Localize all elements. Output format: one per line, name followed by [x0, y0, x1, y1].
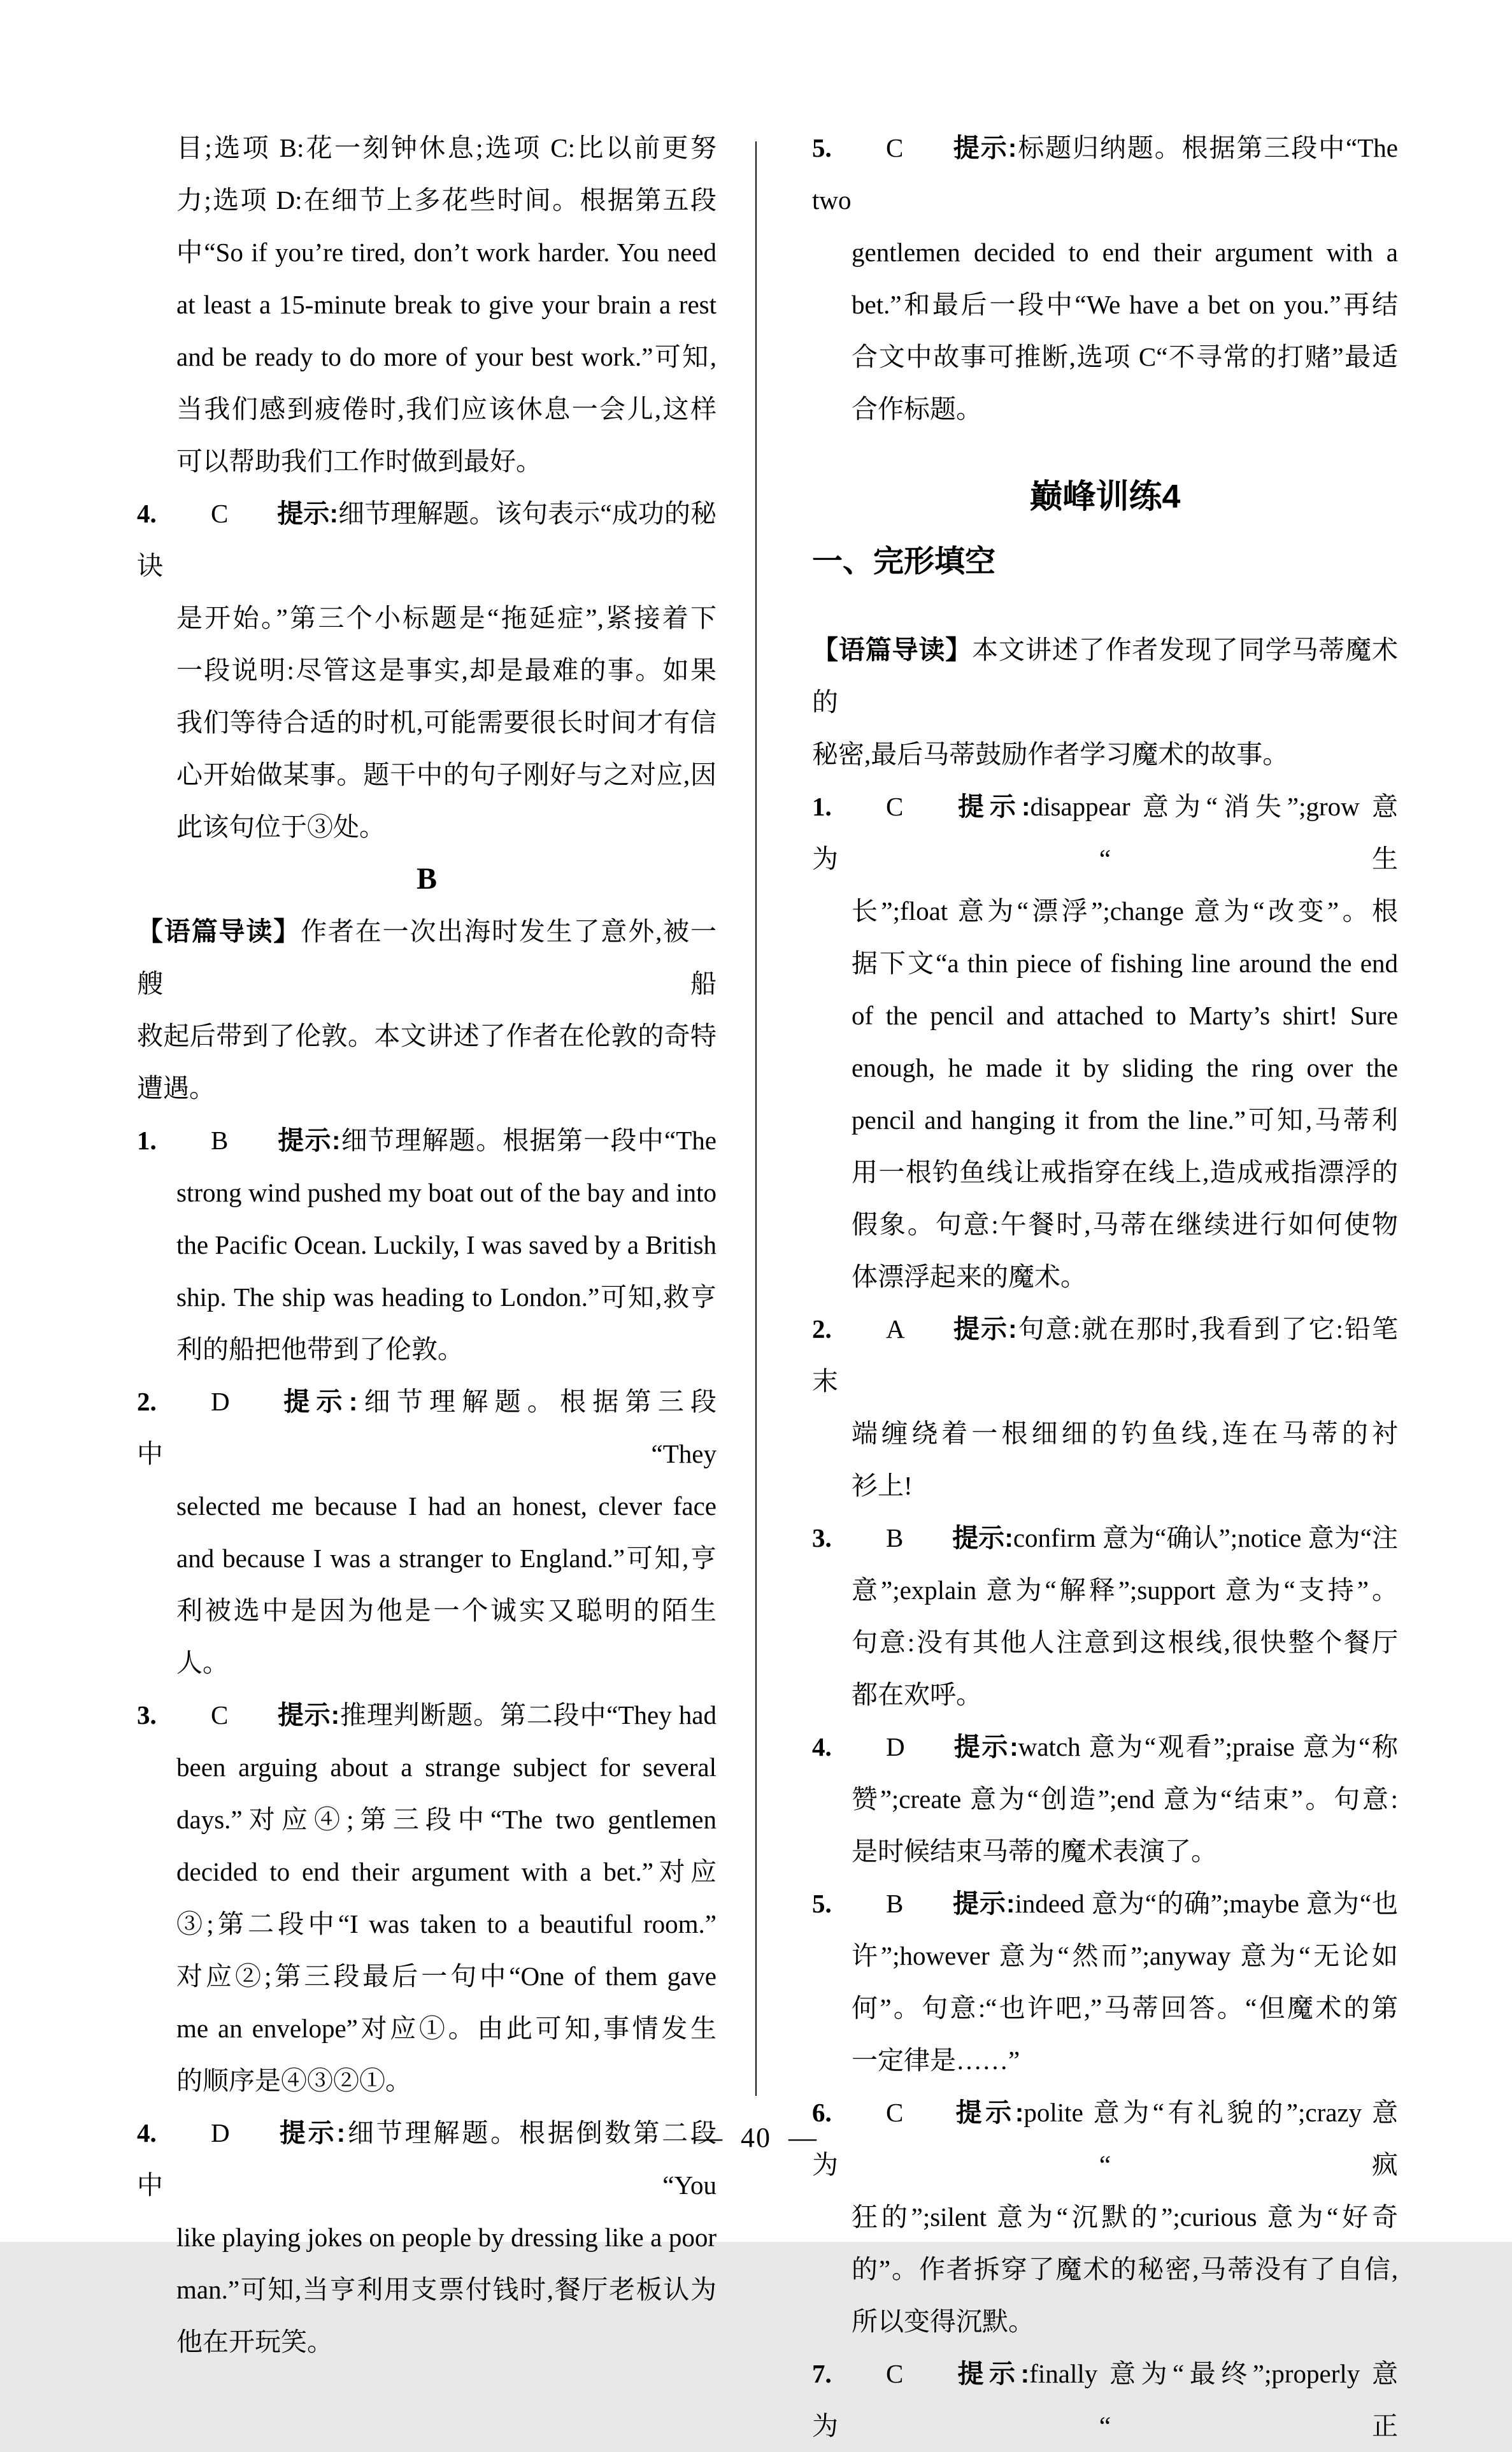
text-line: 【语篇导读】本文讲述了作者发现了同学马蒂魔术的 [812, 635, 1399, 717]
guide-label: 【语篇导读】 [812, 635, 973, 664]
text-line: 利的船把他带到了伦敦。 [176, 1335, 464, 1364]
text-line: 1. C 提示:disappear 意为“消失”;grow 意为“生 [812, 780, 1398, 885]
text-line: 衫上! [852, 1471, 913, 1500]
item-number: 1. [812, 792, 832, 821]
hint-label: 提示: [277, 1126, 341, 1155]
text-line: 救起后带到了伦敦。本文讲述了作者在伦敦的奇特 [137, 1021, 717, 1050]
item-number: 7. [812, 2359, 832, 2388]
text-line: 2. D 提示:细节理解题。根据第三段中“They [137, 1375, 717, 1480]
answer-letter: D [886, 1732, 905, 1761]
text-line: been arguing about a strange subject for several [176, 1753, 717, 1782]
training-title: 巅峰训练4 [1029, 478, 1181, 515]
text-line: 合作标题。 [852, 394, 982, 424]
text-line: 秘密,最后马蒂鼓励作者学习魔术的故事。 [812, 740, 1289, 769]
item-number: 2. [137, 1387, 157, 1416]
item-number: 4. [137, 2118, 157, 2147]
answer-letter: C [886, 792, 904, 821]
hint-label: 提示: [952, 1732, 1018, 1761]
item-number: 1. [137, 1126, 157, 1155]
text-line: enough, he made it by sliding the ring over the [852, 1053, 1398, 1082]
item-number: 2. [812, 1314, 832, 1344]
text-line: 他在开玩笑。 [176, 2327, 333, 2356]
text-line: bet.”和最后一段中“We have a bet on you.”再结 [852, 290, 1398, 319]
answer-item [137, 1689, 717, 2107]
text-line: 赞”;create 意为“创造”;end 意为“结束”。句意: [852, 1784, 1398, 1814]
text-line: 体漂浮起来的魔术。 [852, 1262, 1087, 1291]
text-line: 意”;explain 意为“解释”;support 意为“支持”。 [852, 1575, 1398, 1605]
text-line: of the pencil and attached to Marty’s shirt! Sure [852, 1001, 1398, 1030]
answer-item [812, 2348, 1398, 2452]
text-line: 1. B 提示:细节理解题。根据第一段中“The [137, 1114, 717, 1166]
text-line: 6. C 提示:polite 意为“有礼貌的”;crazy 意为“疯 [812, 2086, 1398, 2191]
hint-label: 提示: [277, 1387, 358, 1416]
text-line: me an envelope”对应①。由此可知,事情发生 [176, 2014, 717, 2043]
column-right [812, 122, 1398, 2452]
item-number: 5. [812, 133, 832, 162]
text-line: and be ready to do more of your best work.”可知, [176, 342, 717, 371]
hint-label: 提示: [952, 1314, 1017, 1344]
text-line: strong wind pushed my boat out of the bay and into [176, 1178, 717, 1207]
text-line: the Pacific Ocean. Luckily, I was saved by a British [176, 1230, 717, 1259]
text-line: 许”;however 意为“然而”;anyway 意为“无论如 [852, 1941, 1398, 1970]
text-line: ship. The ship was heading to London.”可知,救亨 [176, 1282, 717, 1312]
text-line: 当我们感到疲倦时,我们应该休息一会儿,这样 [176, 394, 717, 424]
text-line: like playing jokes on people by dressing like a poor [176, 2223, 717, 2252]
hint-label: 提示: [277, 2118, 346, 2147]
text-line: 利被选中是因为他是一个诚实又聪明的陌生人。 [176, 1596, 717, 1677]
text-line: 合文中故事可推断,选项 C“不寻常的打赌”最适 [852, 342, 1398, 371]
text-line: 4. D 提示:细节理解题。根据倒数第二段中“You [137, 2107, 717, 2211]
answer-item [812, 1877, 1398, 2086]
text-line: 端缠绕着一根细细的钓鱼线,连在马蒂的衬 [852, 1419, 1398, 1448]
text-line: 假象。句意:午餐时,马蒂在继续进行如何使物 [852, 1210, 1398, 1239]
text-line: 狂的”;silent 意为“沉默的”;curious 意为“好奇 [852, 2202, 1398, 2232]
answer-letter: C [211, 1700, 229, 1730]
text-line: 此该句位于③处。 [176, 812, 385, 842]
text-line: 4. D 提示:watch 意为“观看”;praise 意为“称 [812, 1721, 1398, 1773]
text-line: 长”;float 意为“漂浮”;change 意为“改变”。根 [852, 896, 1398, 926]
section-heading: 一、完形填空 [812, 545, 996, 578]
answer-letter: B [886, 1889, 904, 1918]
text-line: at least a 15-minute break to give your brain a rest [176, 290, 717, 319]
text-line: 我们等待合适的时机,可能需要很长时间才有信 [176, 708, 717, 737]
hint-label: 提示: [277, 499, 339, 528]
item-number: 3. [137, 1700, 157, 1730]
answer-letter: D [211, 1387, 230, 1416]
text-line: 用一根钓鱼线让戒指穿在线上,造成戒指漂浮的 [852, 1158, 1398, 1187]
section-letter-heading: B [416, 862, 437, 896]
text-line: days.”对应④;第三段中“The two gentlemen [176, 1805, 717, 1834]
text-line: 可以帮助我们工作时做到最好。 [176, 447, 542, 476]
text-line: 是时候结束马蒂的魔术表演了。 [852, 1837, 1217, 1866]
text-line: man.”可知,当亨利用支票付钱时,餐厅老板认为 [176, 2275, 717, 2304]
text-line: 5. B 提示:indeed 意为“的确”;maybe 意为“也 [812, 1877, 1398, 1930]
text-line: 2. A 提示:句意:就在那时,我看到了它:铅笔末 [812, 1303, 1398, 1407]
guide-label: 【语篇导读】 [137, 917, 301, 946]
answer-letter: C [886, 133, 904, 162]
answer-item [137, 1375, 717, 1689]
text-line: 一段说明:尽管这是事实,却是最难的事。如果 [176, 656, 717, 685]
text-line: 据下文“a thin piece of fishing line around the end [852, 949, 1398, 978]
item-number: 6. [812, 2098, 832, 2127]
text-line: 遭遇。 [137, 1073, 215, 1103]
text-line: gentlemen decided to end their argument with a [852, 238, 1398, 267]
answer-letter: D [211, 2118, 230, 2147]
text-line: 对应②;第三段最后一句中“One of them gave [176, 1961, 717, 1991]
text-line: and because I was a stranger to England.”可知,亨 [176, 1544, 717, 1573]
text-line: ③;第二段中“I was taken to a beautiful room.” [176, 1909, 717, 1939]
text-line: 都在欢呼。 [852, 1680, 982, 1709]
answer-letter: B [211, 1126, 229, 1155]
answer-item [812, 780, 1398, 1303]
text-line: 何”。句意:“也许吧,”马蒂回答。“但魔术的第 [852, 1993, 1398, 2023]
column-divider [755, 141, 757, 2096]
passage-guide [137, 905, 717, 1114]
text-line: 5. C 提示:标题归纳题。根据第三段中“The two [812, 122, 1398, 226]
answer-item [137, 1114, 717, 1375]
item-number: 3. [812, 1523, 832, 1552]
text-line: 3. B 提示:confirm 意为“确认”;notice 意为“注 [812, 1512, 1398, 1564]
hint-label: 提示: [952, 2359, 1030, 2388]
passage-guide [812, 624, 1398, 780]
text-line: 3. C 提示:推理判断题。第二段中“They had [137, 1689, 717, 1741]
page-number: — 40 — [694, 2122, 818, 2153]
answer-letter: C [211, 499, 229, 528]
text-line: pencil and hanging it from the line.”可知,马蒂利 [852, 1105, 1398, 1135]
item-number: 4. [812, 1732, 832, 1761]
text-line: 7. C 提示:finally 意为“最终”;properly 意为“正 [812, 2348, 1398, 2452]
text-line: 目;选项 B:花一刻钟休息;选项 C:比以前更努 [176, 133, 717, 162]
text-line: selected me because I had an honest, clever face [176, 1491, 717, 1521]
text-line: 4. C 提示:细节理解题。该句表示“成功的秘诀 [137, 487, 717, 592]
text-line: 力;选项 D:在细节上多花些时间。根据第五段 [176, 185, 717, 215]
answer-letter: A [886, 1314, 905, 1344]
column-left [137, 122, 717, 2368]
hint-label: 提示: [952, 1523, 1013, 1552]
answer-letter: B [886, 1523, 904, 1552]
text-line: 所以变得沉默。 [852, 2307, 1034, 2336]
text-line: 一定律是……” [852, 2046, 1020, 2075]
text-line: 心开始做某事。题干中的句子刚好与之对应,因 [176, 760, 717, 789]
answer-item [812, 1721, 1398, 1877]
answer-letter: C [886, 2098, 904, 2127]
hint-label: 提示: [277, 1700, 340, 1730]
text-line: 中“So if you’re tired, don’t work harder. You need [176, 238, 717, 267]
answer-item [812, 122, 1398, 435]
hint-label: 提示: [952, 1889, 1015, 1918]
item-number: 5. [812, 1889, 832, 1918]
answer-letter: C [886, 2359, 904, 2388]
text-line: decided to end their argument with a bet.”对应 [176, 1857, 717, 1886]
item-number: 4. [137, 499, 157, 528]
text-line: 是开始。”第三个小标题是“拖延症”,紧接着下 [176, 603, 717, 633]
hint-label: 提示: [952, 2098, 1024, 2127]
answer-item [812, 1512, 1398, 1721]
text-line: 句意:没有其他人注意到这根线,很快整个餐厅 [852, 1628, 1398, 1657]
text-line: 【语篇导读】作者在一次出海时发生了意外,被一艘船 [137, 917, 717, 998]
answer-item [812, 1303, 1398, 1512]
text-line: 的顺序是④③②①。 [176, 2066, 411, 2095]
answer-item [137, 487, 717, 853]
hint-label: 提示: [952, 133, 1017, 162]
text-line: 的”。作者拆穿了魔术的秘密,马蒂没有了自信, [852, 2255, 1398, 2284]
hint-label: 提示: [952, 792, 1031, 821]
